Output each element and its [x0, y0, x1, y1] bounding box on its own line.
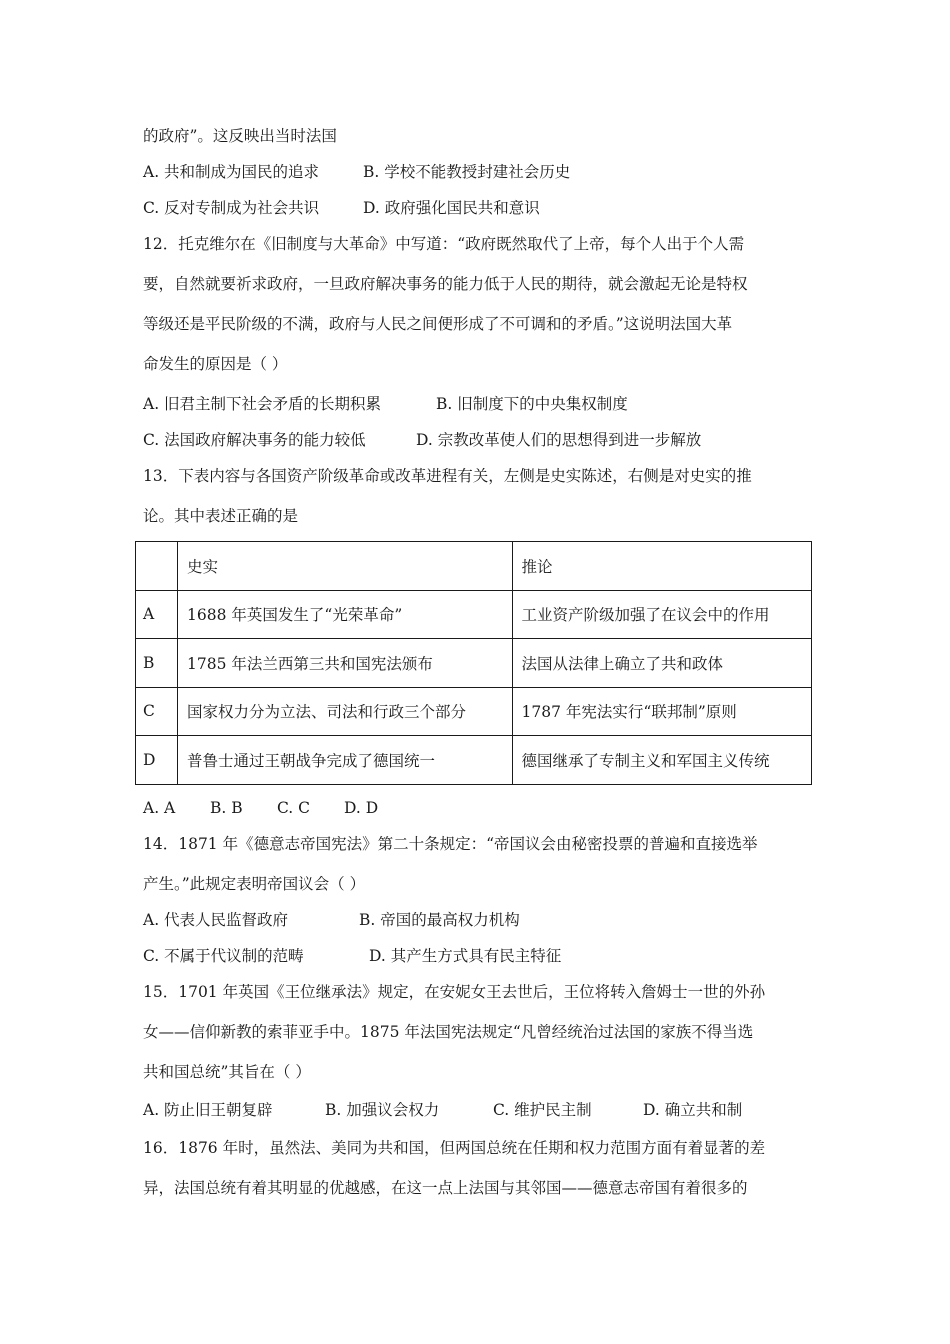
table-cell: 德国继承了专制主义和军国主义传统 — [512, 736, 811, 785]
q14-option-c[interactable]: C. 不属于代议制的范畴 — [143, 947, 304, 965]
q14-option-b[interactable]: B. 帝国的最高权力机构 — [359, 911, 520, 929]
table-header-row — [136, 542, 812, 591]
q12-stem-line-2: 要，自然就要祈求政府，一旦政府解决事务的能力低于人民的期待，就会激起无论是特权 — [143, 275, 748, 293]
q13-option-a[interactable]: A. A — [143, 799, 176, 817]
q14-option-d[interactable]: D. 其产生方式具有民主特征 — [369, 947, 562, 965]
q12-option-b[interactable]: B. 旧制度下的中央集权制度 — [436, 395, 628, 413]
q13-option-c[interactable]: C. C — [277, 799, 311, 817]
table-cell: 1787 年宪法实行“联邦制”原则 — [512, 687, 811, 736]
table-cell: B — [136, 639, 178, 688]
q12-options-row-2 — [143, 430, 701, 450]
q16-stem-line-2: 异，法国总统有着其明显的优越感，在这一点上法国与其邻国——德意志帝国有着很多的 — [143, 1179, 748, 1197]
q14-stem-line-2: 产生。”此规定表明帝国议会（ ） — [143, 875, 366, 893]
q14-option-a[interactable]: A. 代表人民监督政府 — [143, 911, 289, 929]
q12-option-a[interactable]: A. 旧君主制下社会矛盾的长期积累 — [143, 395, 382, 413]
table-header-cell — [136, 542, 178, 591]
q15-options-row — [143, 1100, 742, 1120]
q12-stem-line-1: 12．托克维尔在《旧制度与大革命》中写道：“政府既然取代了上帝，每个人出于个人需 — [143, 235, 745, 253]
table-cell: 工业资产阶级加强了在议会中的作用 — [512, 590, 811, 639]
q11-options-row-1 — [143, 162, 570, 182]
q14-options-row-2 — [143, 946, 561, 966]
q13-option-b[interactable]: B. B — [210, 799, 243, 817]
table-row — [136, 736, 812, 785]
q15-stem-line-1: 15．1701 年英国《王位继承法》规定，在安妮女王去世后，王位将转入詹姆士一世的外孙 — [143, 983, 766, 1001]
table-cell: 法国从法律上确立了共和政体 — [512, 639, 811, 688]
table-cell: 1688 年英国发生了“光荣革命” — [178, 590, 512, 639]
table-row — [136, 590, 812, 639]
q11-option-a[interactable]: A. 共和制成为国民的追求 — [143, 163, 320, 181]
q13-options-row — [143, 798, 378, 818]
q13-option-d[interactable]: D. D — [344, 799, 379, 817]
q12-option-d[interactable]: D. 宗教改革使人们的思想得到进一步解放 — [416, 431, 702, 449]
table-cell: A — [136, 590, 178, 639]
q12-options-row-1 — [143, 394, 628, 414]
q15-option-a[interactable]: A. 防止旧王朝复辟 — [143, 1101, 273, 1119]
q12-stem-line-4: 命发生的原因是（ ） — [143, 355, 288, 373]
q13-stem-line-2: 论。其中表述正确的是 — [143, 507, 299, 525]
q11-option-b[interactable]: B. 学校不能教授封建社会历史 — [363, 163, 571, 181]
q15-option-c[interactable]: C. 维护民主制 — [493, 1101, 592, 1119]
table-cell: 国家权力分为立法、司法和行政三个部分 — [178, 687, 512, 736]
q13-stem-line-1: 13．下表内容与各国资产阶级革命或改革进程有关，左侧是史实陈述，右侧是对史实的推 — [143, 467, 752, 485]
table-header-cell: 推论 — [512, 542, 811, 591]
q11-options-row-2 — [143, 198, 540, 218]
q15-option-b[interactable]: B. 加强议会权力 — [325, 1101, 440, 1119]
q12-stem-line-3: 等级还是平民阶级的不满，政府与人民之间便形成了不可调和的矛盾。”这说明法国大革 — [143, 315, 733, 333]
table-cell: 1785 年法兰西第三共和国宪法颁布 — [178, 639, 512, 688]
q14-stem-line-1: 14．1871 年《德意志帝国宪法》第二十条规定：“帝国议会由秘密投票的普遍和直接选举 — [143, 835, 758, 853]
q15-option-d[interactable]: D. 确立共和制 — [643, 1101, 743, 1119]
table-cell: C — [136, 687, 178, 736]
q16-stem-line-1: 16．1876 年时，虽然法、美同为共和国，但两国总统在任期和权力范围方面有着显著的差 — [143, 1139, 766, 1157]
table-cell: 普鲁士通过王朝战争完成了德国统一 — [178, 736, 512, 785]
q15-stem-line-3: 共和国总统”其旨在（ ） — [143, 1063, 311, 1081]
q11-option-c[interactable]: C. 反对专制成为社会共识 — [143, 199, 320, 217]
table-header-cell: 史实 — [178, 542, 512, 591]
table-row — [136, 639, 812, 688]
q13-table — [135, 541, 812, 785]
q11-tail: 的政府”。这反映出当时法国 — [143, 127, 337, 145]
table-cell: D — [136, 736, 178, 785]
q14-options-row-1 — [143, 910, 520, 930]
q12-option-c[interactable]: C. 法国政府解决事务的能力较低 — [143, 431, 366, 449]
table-row — [136, 687, 812, 736]
q11-option-d[interactable]: D. 政府强化国民共和意识 — [363, 199, 540, 217]
q15-stem-line-2: 女——信仰新教的索菲亚手中。1875 年法国宪法规定“凡曾经统治过法国的家族不得当选 — [143, 1023, 754, 1041]
